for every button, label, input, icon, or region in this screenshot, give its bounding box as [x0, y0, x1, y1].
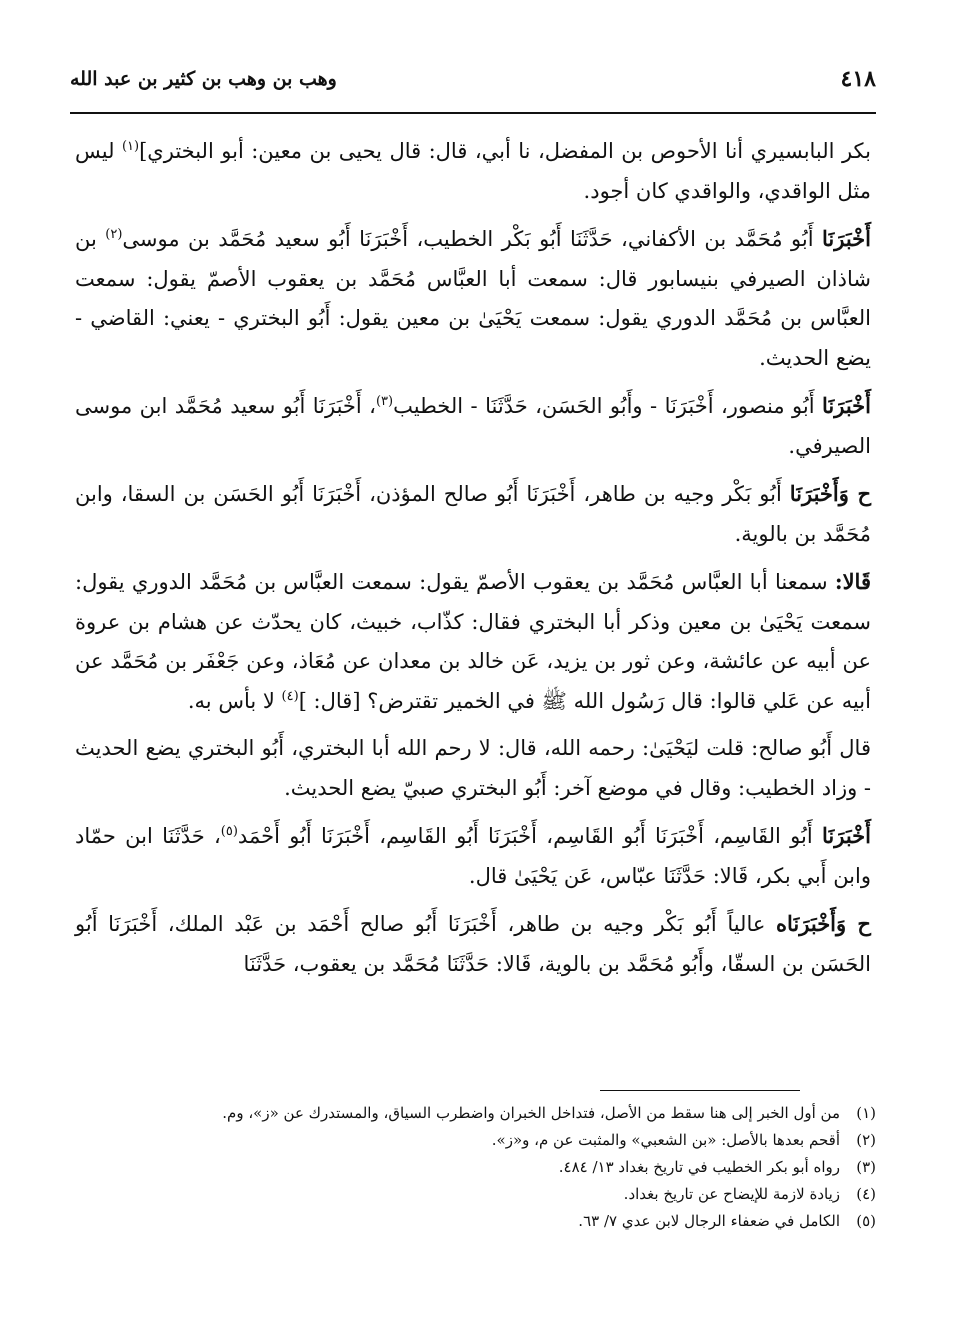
footnote-ref: (٢)	[105, 227, 123, 242]
page-header	[70, 62, 876, 102]
paragraph-keyword: قَالا:	[834, 569, 871, 594]
text-run: أَبُو بَكْر وجيه بن طاهر، أَخْبَرَنَا أَبُو صالح المؤذن، أَخْبَرَنَا أَبُو الحَسَن بن السقا، وابن مُحَمَّد بن بالوية.	[75, 482, 871, 546]
text-run: ، حَدَّثَنَا ابن حمّاد وابن أَبي بكر، قَالا: حَدَّثَنَا عبّاس، عَن يَحْيَىٰ قال.	[75, 824, 871, 888]
footnote	[80, 1127, 876, 1154]
footnote-text: رواه أبو بكر الخطيب في تاريخ بغداد ١٣/ ٤٨٤.	[558, 1158, 840, 1176]
footnote-text: أقحم بعدها بالأصل: «بن الشعبي» والمثبت عن م، و«ز».	[491, 1131, 840, 1149]
footnote-text: من أول الخبر إلى هنا سقط من الأصل، فتداخل الخبران واضطرب السياق، والمستدرك عن «ز»، وم.	[222, 1104, 840, 1122]
footnote	[80, 1154, 876, 1181]
footnote	[80, 1181, 876, 1208]
footnote-number: (٥)	[856, 1212, 876, 1230]
footnote-ref: (١)	[121, 139, 140, 154]
text-run: لا بأس به.	[187, 688, 282, 713]
footnote-text: زيادة لازمة للإيضاح عن تاريخ بغداد.	[623, 1185, 840, 1203]
paragraph-keyword: ح وَأَخْبَرَنَاه	[776, 911, 871, 936]
paragraph	[75, 132, 871, 211]
footnote	[80, 1100, 876, 1127]
footnote-number: (٢)	[856, 1131, 876, 1149]
footnote-number: (٣)	[856, 1158, 876, 1176]
paragraph	[75, 904, 871, 984]
footnote-ref: (٥)	[220, 824, 238, 839]
text-run: عالياً أَبُو بَكْر وجيه بن طاهر، أَخْبَرَنَا أَبُو صالح أَحْمَد بن عَبْد الملك، أَخْبَرَنَا أَبُو الحَسَن بن السقّا، وأَبُو مُحَمَّد بن بالوية، قَالا: حَدَّثَنَا مُحَمَّد بن يعقوب، حَدَّثَنَا	[75, 912, 871, 976]
footnote-number: (٤)	[856, 1185, 876, 1203]
text-run: أَبُو منصور، أَخْبَرَنَا - وأَبُو الحَسَن، حَدَّثَنَا - الخطيب	[393, 394, 823, 418]
paragraph	[75, 219, 871, 378]
text-run: سمعنا أبا العبَّاس مُحَمَّد بن يعقوب الأصمّ يقول: سمعت العبَّاس بن مُحَمَّد الدوري يقول: سمعت يَحْيَىٰ بن معين وذكر أبا البختري فقال: كذّاب، خبيث، كان يحدّث عن هشام بن عروة عن أبيه عن عائشة، وعن ثور بن يزيد، عَن خالد بن معدان عن مُعَاذ، وعن جَعْفَر بن مُحَمَّد عن أبيه عن عَلي قالوا: قال رَسُول الله ﷺ في الخمير تقترض؟ [قال: ]	[75, 570, 871, 713]
text-run: قال أَبُو صالح: قلت ليَحْيَىٰ: رحمه الله، قال: لا رحم الله أبا البختري، أَبُو البختري يضع الحديث - وزاد الخطيب: وقال في موضع آخر: أَبُو البختري صبيّ يضع الحديث.	[75, 736, 871, 800]
paragraph	[75, 474, 871, 554]
paragraph	[75, 729, 871, 808]
running-title: وهب بن وهب بن كثير بن عبد الله	[70, 68, 337, 90]
paragraph-keyword: أَخْبَرَنَا	[822, 393, 871, 418]
text-run: ، أَخْبَرَنَا أَبُو سعيد مُحَمَّد ابن موسى الصيرفي.	[75, 394, 871, 458]
footnote	[80, 1208, 876, 1235]
footnote-rule	[600, 1090, 800, 1091]
footnote-ref: (٣)	[375, 394, 394, 409]
footnote-number: (١)	[856, 1104, 876, 1122]
main-text	[75, 132, 871, 992]
header-rule	[70, 112, 876, 114]
paragraph-keyword: ح وَأَخْبَرَنَا	[789, 481, 871, 506]
paragraph-keyword: أَخْبَرَنَا	[822, 823, 871, 848]
footnote-text: الكامل في ضعفاء الرجال لابن عدي ٧/ ٦٣.	[578, 1212, 840, 1230]
paragraph	[75, 562, 871, 721]
paragraph	[75, 816, 871, 896]
footnotes	[80, 1100, 876, 1235]
text-run: بن شاذان الصيرفي بنيسابور قال: سمعت أبا العبَّاس مُحَمَّد بن يعقوب الأصمّ يقول: سمعت العبَّاس بن مُحَمَّد الدوري يقول: سمعت يَحْيَىٰ بن معين يقول: أَبُو البختري - يعني: القاضي - يضع الحديث.	[75, 227, 871, 370]
text-run: أَبُو القَاسِم، أَخْبَرَنَا أَبُو القَاسِم، أَخْبَرَنَا أَبُو القَاسِم، أَخْبَرَنَا أَبُو أَحْمَد	[237, 824, 823, 848]
text-run: بكر البابسيري أنا الأحوص بن المفضل، نا أبي، قال: قال يحيى بن معين: أبو البختري]	[139, 139, 871, 163]
text-run: ليس مثل الواقدي، والواقدي كان أجود.	[75, 139, 871, 203]
text-run: أَبُو مُحَمَّد بن الأكفاني، حَدَّثَنَا أَبُو بَكْر الخطيب، أَخْبَرَنَا أَبُو سعيد مُحَمَّد بن موسى	[122, 227, 822, 251]
paragraph	[75, 386, 871, 466]
paragraph-keyword: أَخْبَرَنَا	[822, 226, 871, 251]
footnote-ref: (٤)	[281, 688, 299, 704]
page-number: ٤١٨	[840, 66, 876, 92]
